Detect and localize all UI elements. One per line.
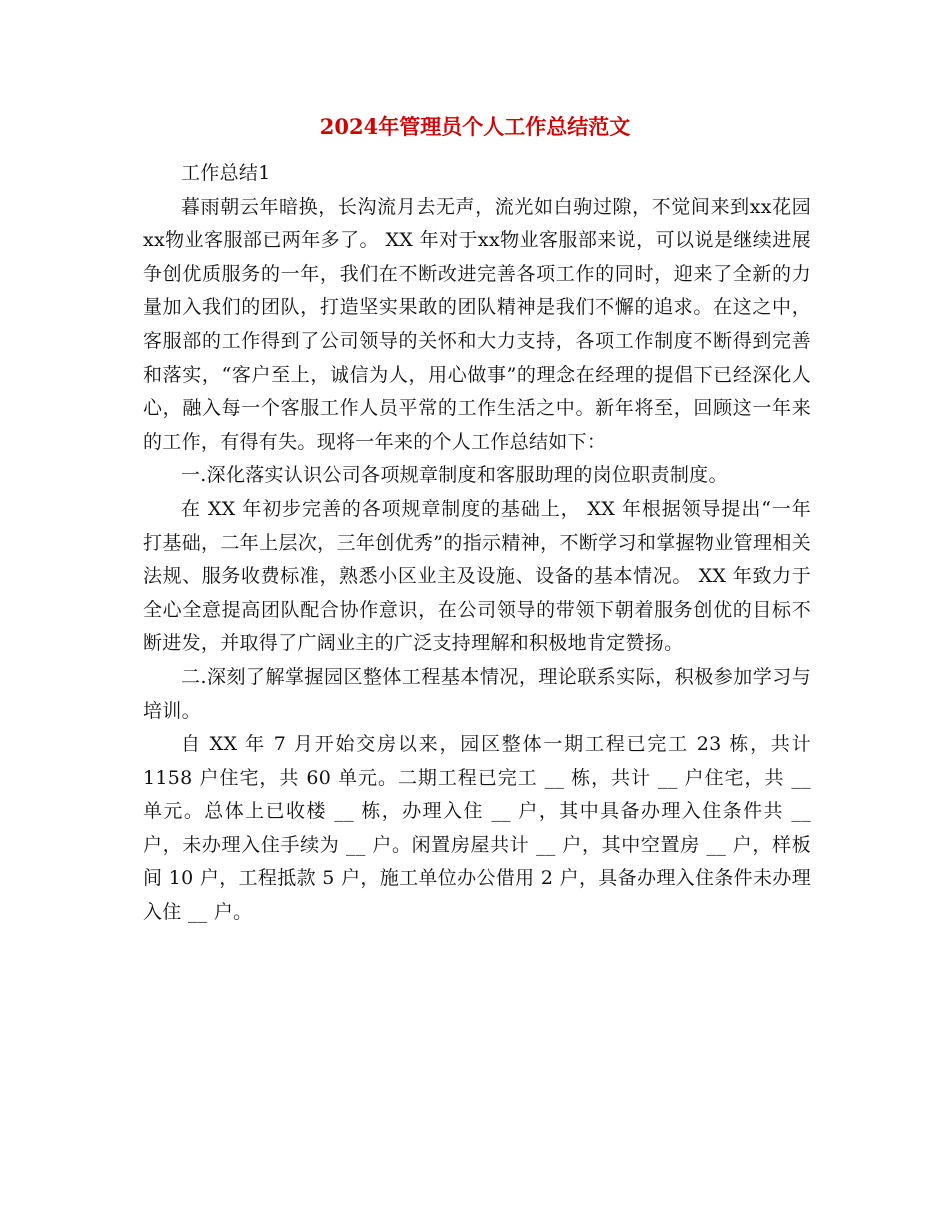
subsection-heading: 一.深化落实认识公司各项规章制度和客服助理的岗位职责制度。 [181,464,728,487]
section-heading: 工作总结1 [181,162,271,184]
paragraph: 暮雨朝云年暗换，长沟流月去无声，流光如白驹过隙，不觉间来到xx花园xx物业客服部已两年多了。 XX 年对于xx物业客服部来说，可以说是继续进展争创优质服务的一年，我们在不断改进完善各项工作的同时，迎来了全新的力量加入我们的团队，打造坚实果敢的团队精神是我们不懈的追求。在这之中，客服部的工作得到了公司领导的关怀和大力支持，各项工作制度不断得到完善和落实，“客户至上，诚信为人，用心做事”的理念在经理的提倡下已经深化人心，融入每一个客服工作人员平常的工作生活之中。新年将至，回顾这一年来的工作，有得有失。现将一年来的个人工作总结如下： [143,195,811,453]
paragraph: 在 XX 年初步完善的各项规章制度的基础上， XX 年根据领导提出“一年打基础，二年上层次，三年创优秀”的指示精神，不断学习和掌握物业管理相关法规、服务收费标准，熟悉小区业主及设施、设备的基本情况。 XX 年致力于全心全意提高团队配合协作意识，在公司领导的带领下朝着服务创优的目标不断进发，并取得了广阔业主的广泛支持理解和积极地肯定赞扬。 [143,497,811,655]
document-body [143,157,811,930]
paragraph: 自 XX 年 7 月开始交房以来，园区整体一期工程已完工 23 栋，共计 1158 户住宅，共 60 单元。二期工程已完工 __ 栋，共计 __ 户住宅，共 __ 单元。总体上已收楼 __ 栋，办理入住 __ 户，其中具备办理入住条件共 __ 户，未办理入住手续为 __ 户。闲置房屋共计 __ 户，其中空置房 __ 户，样板间 10 户，工程抵款 5 户，施工单位办公借用 2 户，具备办理入住条件未办理入住 __ 户。 [143,733,811,924]
subsection-heading: 二.深刻了解掌握园区整体工程基本情况，理论联系实际，积极参加学习与培训。 [143,665,811,722]
document-title: 2024年管理员个人工作总结范文 [319,114,631,139]
